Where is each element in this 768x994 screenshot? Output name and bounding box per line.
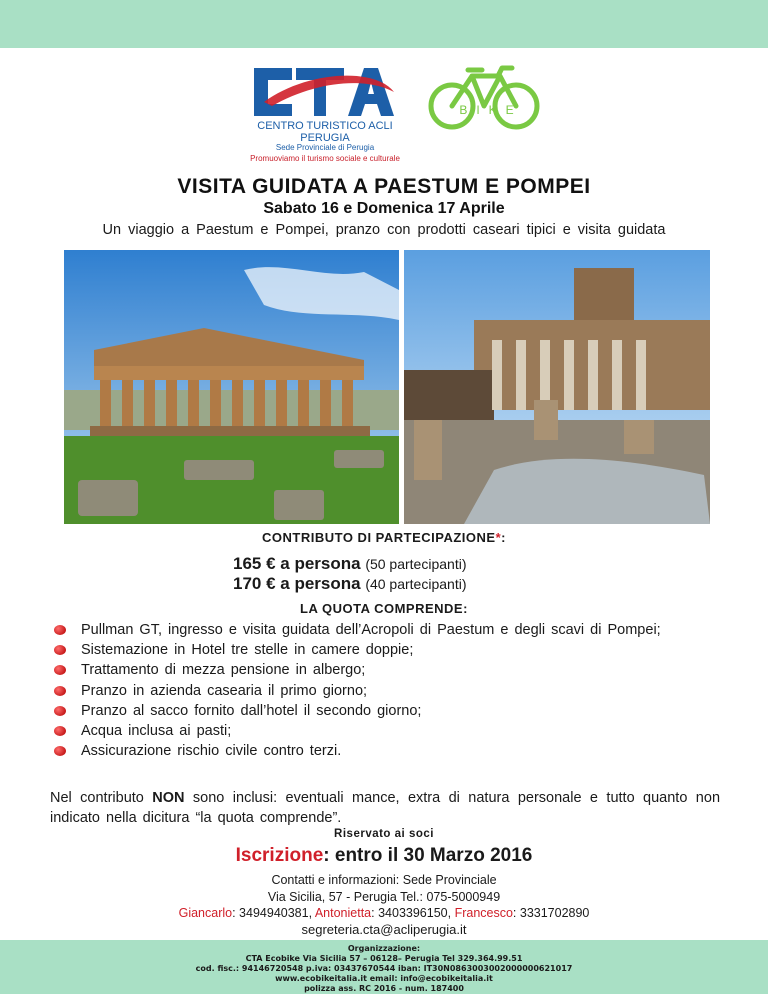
bullet-icon xyxy=(54,726,66,736)
logo-line-3: Sede Provinciale di Perugia xyxy=(275,143,375,152)
asterisk: * xyxy=(495,530,502,545)
footer-line: cod. fisc.: 94146720548 p.iva: 03437670544 iban: IT30N0863003002000000621017 xyxy=(195,964,573,973)
list-item xyxy=(54,660,734,680)
bullet-icon xyxy=(54,746,66,756)
bullet-icon xyxy=(54,686,66,696)
logo-line-2: PERUGIA xyxy=(300,132,350,144)
not-included-after: sono inclusi: eventuali mance, extra di natura personale e tutto quanto non indicato nella dicitura “la quota comprende”. xyxy=(50,790,721,826)
contact-phone: : 3494940381, xyxy=(232,906,315,920)
pompei-basilica-photo xyxy=(404,250,710,524)
svg-text:BIKE: BIKE xyxy=(459,103,523,117)
footer-line: Organizzazione: xyxy=(347,944,421,953)
list-item xyxy=(54,640,734,660)
contact-line-2: Via Sicilia, 57 - Perugia Tel.: 075-5000949 xyxy=(267,890,501,904)
contribution-label-text: CONTRIBUTO DI PARTECIPAZIONE xyxy=(262,530,496,545)
list-item-text: Pranzo in azienda casearia il primo giorno; xyxy=(81,682,368,699)
list-item-text: Pranzo al sacco fornito dall’hotel il secondo giorno; xyxy=(81,702,422,719)
members-only-note: Riservato ai soci xyxy=(334,828,434,840)
list-item xyxy=(54,620,734,640)
registration-label: Iscrizione xyxy=(235,845,324,866)
bullet-icon xyxy=(54,706,66,716)
not-included-before: Nel contributo xyxy=(50,790,153,806)
not-included-text xyxy=(50,788,720,828)
list-item xyxy=(54,681,734,701)
price-note: (50 partecipanti) xyxy=(365,556,467,572)
footer-line: CTA Ecobike Via Sicilia 57 – 06128– Perugia Tel 329.364.99.51 xyxy=(245,954,523,963)
logo-line-4: Promuoviamo il turismo sociale e culturale xyxy=(250,154,400,163)
bullet-icon xyxy=(54,625,66,635)
contribution-label xyxy=(0,530,768,545)
list-item-text: Acqua inclusa ai pasti; xyxy=(81,723,232,740)
list-item-text: Trattamento di mezza pensione in albergo; xyxy=(81,662,366,679)
contact-people xyxy=(0,906,768,920)
event-dates: Sabato 16 e Domenica 17 Aprile xyxy=(263,200,505,217)
footer-line: polizza ass. RC 2016 - num. 187400 xyxy=(304,984,464,993)
logo-line-1: CENTRO TURISTICO ACLI xyxy=(257,120,393,132)
page-title: VISITA GUIDATA A PAESTUM E POMPEI xyxy=(177,175,591,198)
registration-date: : entro il 30 Marzo 2016 xyxy=(323,845,533,866)
includes-heading: LA QUOTA COMPRENDE: xyxy=(300,601,468,616)
price-line xyxy=(233,574,466,594)
not-included-strong: NON xyxy=(152,790,185,806)
list-item xyxy=(54,721,734,741)
contact-phone: : 3331702890 xyxy=(512,906,590,920)
list-item-text: Assicurazione rischio civile contro terzi. xyxy=(81,743,342,760)
bullet-icon xyxy=(54,665,66,675)
contribution-colon: : xyxy=(501,530,506,545)
paestum-temple-photo xyxy=(64,250,399,524)
footer-website[interactable]: www.ecobikeitalia.it email: info@ecobikeitalia.it xyxy=(275,974,493,983)
bike-logo xyxy=(428,60,546,136)
includes-list xyxy=(54,620,734,761)
list-item xyxy=(54,701,734,721)
price-amount: 165 € a persona xyxy=(233,554,361,573)
contact-line-1: Contatti e informazioni: Sede Provinciale xyxy=(271,873,497,887)
cta-logo xyxy=(244,62,404,122)
includes-heading-text: LA QUOTA COMPRENDE xyxy=(300,601,464,616)
contact-email[interactable]: segreteria.cta@acliperugia.it xyxy=(301,922,467,937)
contact-name: Francesco xyxy=(454,906,513,920)
registration-deadline xyxy=(0,845,768,867)
price-note: (40 partecipanti) xyxy=(365,576,467,592)
tagline: Un viaggio a Paestum e Pompei, pranzo con prodotti caseari tipici e visita guidata xyxy=(102,222,666,238)
price-amount: 170 € a persona xyxy=(233,574,361,593)
contact-phone: : 3403396150, xyxy=(371,906,455,920)
list-item xyxy=(54,741,734,761)
price-line xyxy=(233,554,466,574)
contact-name: Antonietta xyxy=(314,906,372,920)
list-item-text: Pullman GT, ingresso e visita guidata dell’Acropoli di Paestum e degli scavi di Pompei; xyxy=(81,622,661,638)
list-item-text: Sistemazione in Hotel tre stelle in camere doppie; xyxy=(81,642,414,659)
contact-name: Giancarlo xyxy=(178,906,233,920)
bullet-icon xyxy=(54,645,66,655)
top-band xyxy=(0,0,768,48)
